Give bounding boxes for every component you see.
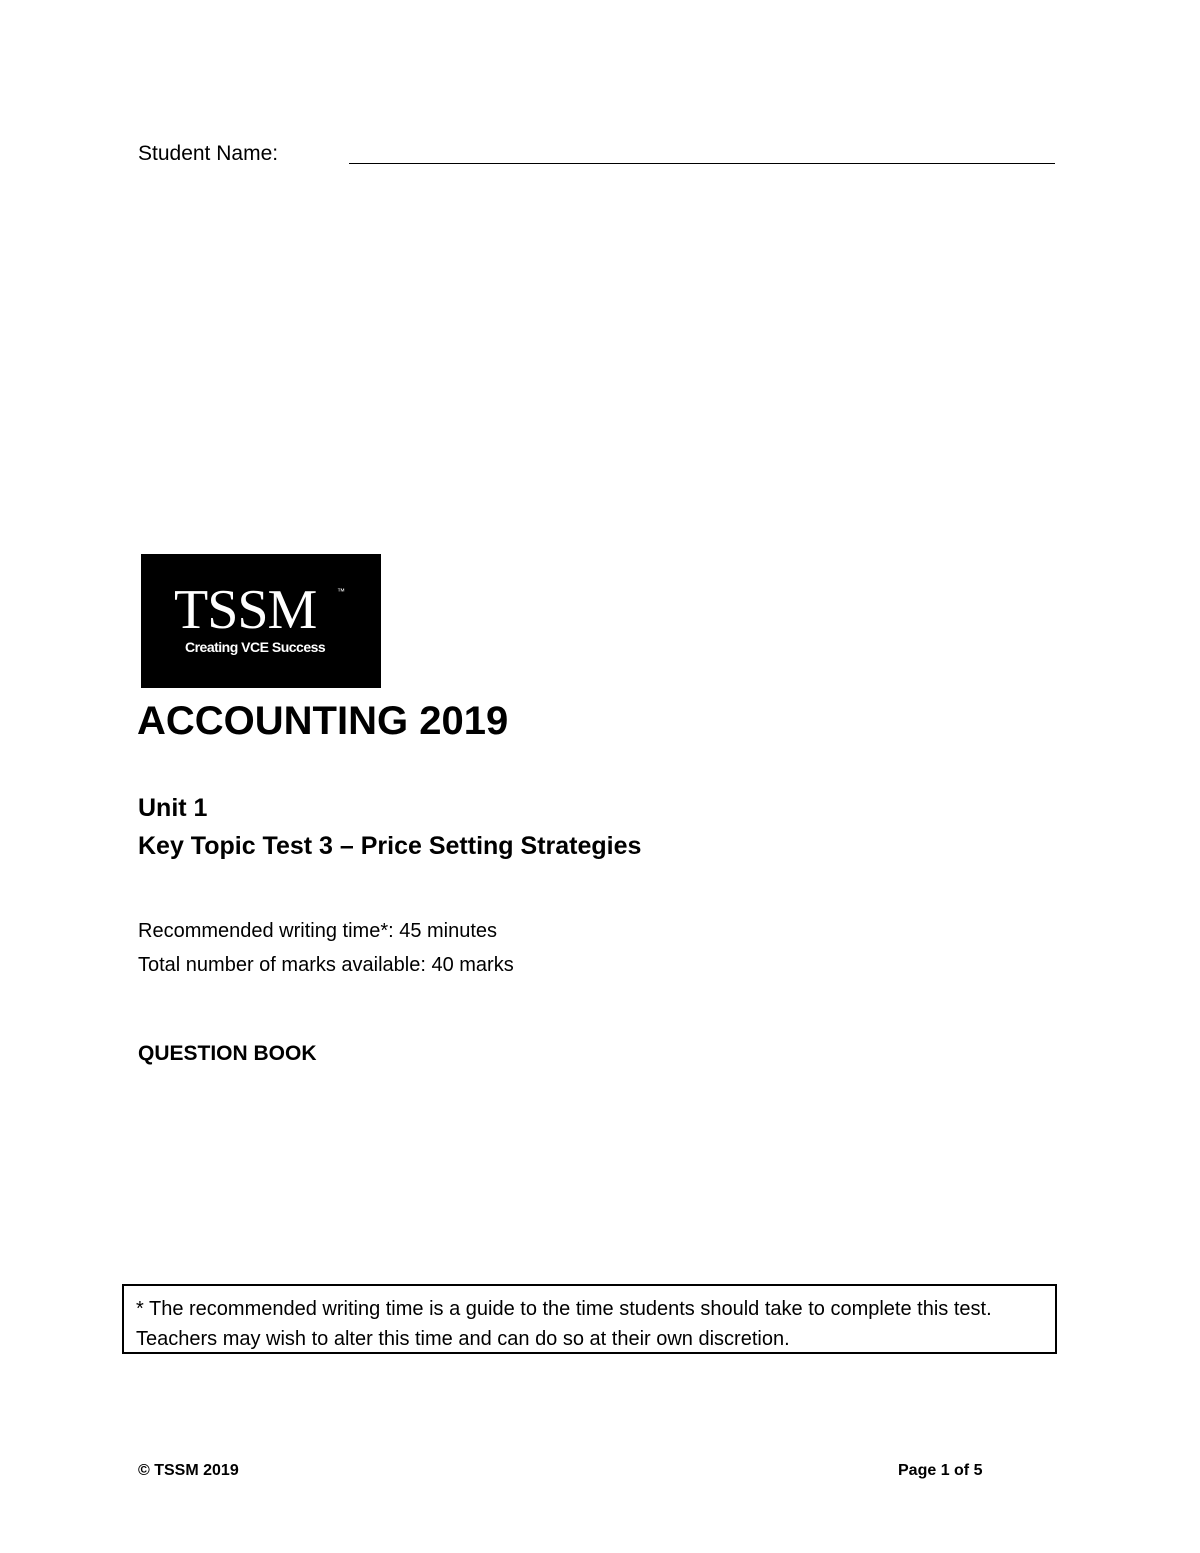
topic-title: Key Topic Test 3 – Price Setting Strategies [138, 832, 642, 860]
logo-trademark: ™ [337, 587, 345, 596]
logo-tagline: Creating VCE Success [185, 639, 326, 655]
page-number: Page 1 of 5 [898, 1462, 983, 1479]
student-name-label: Student Name: [138, 142, 279, 165]
document-title: ACCOUNTING 2019 [137, 699, 509, 743]
student-name-line [349, 163, 1055, 164]
copyright: © TSSM 2019 [138, 1462, 239, 1479]
logo-brand: TSSM [174, 579, 317, 641]
unit-label: Unit 1 [138, 794, 208, 822]
writing-time: Recommended writing time*: 45 minutes [138, 920, 498, 942]
tssm-logo [141, 554, 381, 688]
writing-time-note [122, 1284, 1057, 1354]
note-text: * The recommended writing time is a guide to the time students should take to complete this test. Teachers may wish to alter this time and can do so at their own discretion. [136, 1298, 992, 1350]
book-type: QUESTION BOOK [138, 1042, 317, 1065]
total-marks: Total number of marks available: 40 marks [138, 954, 514, 976]
